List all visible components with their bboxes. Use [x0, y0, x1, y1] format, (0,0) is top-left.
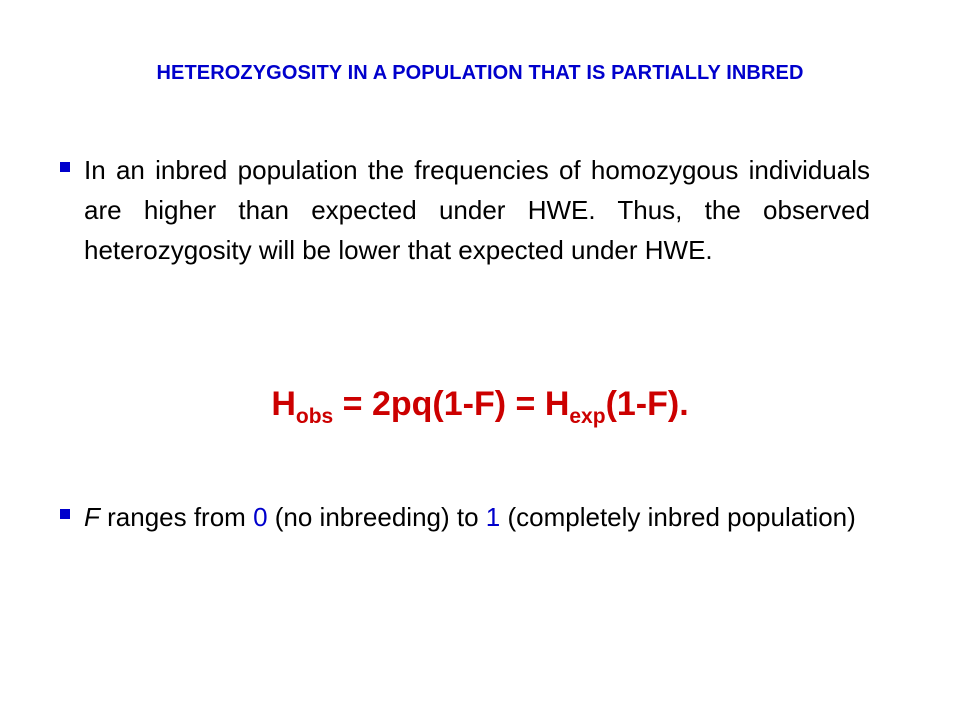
bullet-text	[84, 497, 870, 537]
variable-f: F	[84, 502, 100, 532]
heterozygosity-equation	[0, 385, 960, 428]
square-bullet-icon	[60, 162, 70, 172]
value-one: 1	[485, 502, 501, 532]
square-bullet-icon	[60, 509, 70, 519]
bullet-text-part3: (completely inbred population)	[500, 502, 856, 532]
value-zero: 0	[253, 502, 268, 532]
equation-sub-obs: obs	[295, 405, 334, 428]
slide-title: HETEROZYGOSITY IN A POPULATION THAT IS PARTIALLY INBRED	[156, 62, 804, 84]
bullet-item-f-range	[60, 497, 870, 537]
equation-middle: = 2pq(1-F) = H	[333, 385, 570, 423]
equation-sub-exp: exp	[569, 405, 606, 428]
equation-end: (1-F).	[605, 385, 689, 423]
equation-h-obs: H	[271, 385, 296, 423]
bullet-text-part2: (no inbreeding) to	[267, 502, 486, 532]
bullet-text: In an inbred population the frequencies of homozygous individuals are higher than expected under HWE. Thus, the observed heterozygosity will be lower that expected under HWE.	[84, 155, 870, 265]
bullet-text-part1: ranges from	[99, 502, 254, 532]
bullet-item-inbred-population	[60, 150, 870, 270]
